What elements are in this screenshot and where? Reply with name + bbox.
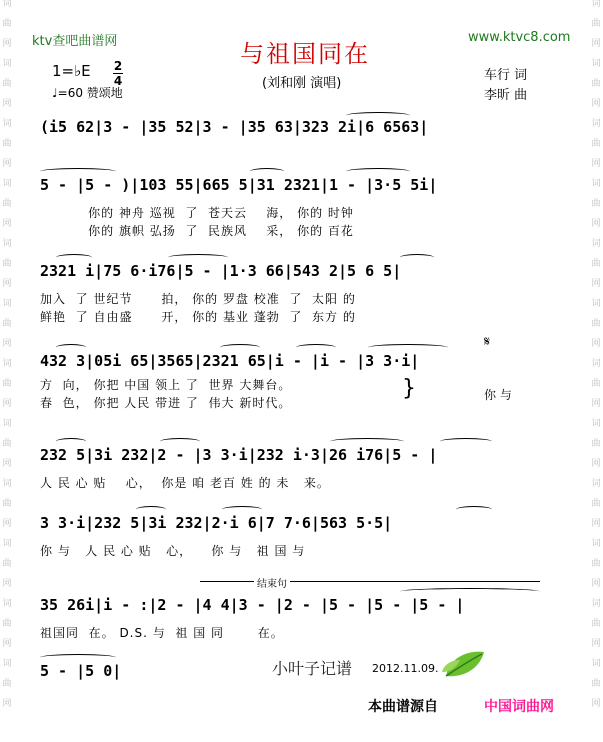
watermark-glyph: 词 <box>2 359 12 369</box>
watermark-glyph: 词 <box>2 479 12 489</box>
watermark-glyph: 网 <box>2 399 12 409</box>
score-line-2: 5 - |5 - )|103 55|665 5|31 2321|1 - |3·5 5i| <box>40 176 438 194</box>
transcriber-signature: 小叶子记谱 <box>272 659 353 678</box>
watermark-glyph: 词 <box>591 479 601 489</box>
score-line-8: 5 - |5 0| <box>40 662 122 680</box>
watermark-glyph: 词 <box>2 59 12 69</box>
time-signature-top: 2 <box>113 59 123 73</box>
lyricist-credit: 车行 词 <box>484 68 528 83</box>
watermark-glyph: 词 <box>591 239 601 249</box>
watermark-glyph: 曲 <box>591 319 601 329</box>
watermark-glyph: 网 <box>591 339 601 349</box>
song-title: 与祖国同在 <box>240 40 370 68</box>
watermark-glyph: 网 <box>2 519 12 529</box>
lyric-line-6: 你 与 人 民 心 贴 心， 你 与 祖 国 与 <box>40 544 306 558</box>
watermark-glyph: 词 <box>591 179 601 189</box>
score-line-5: 232 5|3i 232|2 - |3 3·i|232 i·3|26 i76|5 - | <box>40 446 438 464</box>
watermark-glyph: 网 <box>2 699 12 709</box>
watermark-glyph: 网 <box>2 459 12 469</box>
watermark-glyph: 曲 <box>2 379 12 389</box>
watermark-glyph: 词 <box>591 0 601 9</box>
watermark-glyph: 词 <box>2 599 12 609</box>
watermark-glyph: 曲 <box>591 679 601 689</box>
watermark-glyph: 曲 <box>591 559 601 569</box>
watermark-glyph: 网 <box>591 579 601 589</box>
watermark-glyph: 曲 <box>591 139 601 149</box>
composer-credit: 李昕 曲 <box>484 88 528 103</box>
watermark-glyph: 网 <box>2 159 12 169</box>
watermark-glyph: 曲 <box>2 259 12 269</box>
leaf-icon <box>440 646 488 682</box>
watermark-glyph: 曲 <box>591 19 601 29</box>
watermark-glyph: 词 <box>2 299 12 309</box>
watermark-glyph: 网 <box>2 339 12 349</box>
watermark-glyph: 词 <box>591 419 601 429</box>
coda-bracket-line-right <box>300 581 540 582</box>
watermark-glyph: 曲 <box>591 79 601 89</box>
watermark-glyph: 曲 <box>2 319 12 329</box>
tempo-marking: ♩=60 赞颂地 <box>52 86 123 100</box>
watermark-glyph: 词 <box>591 359 601 369</box>
watermark-glyph: 曲 <box>591 619 601 629</box>
side-lyric: 你 与 <box>484 388 512 402</box>
watermark-glyph: 网 <box>591 699 601 709</box>
watermark-glyph: 曲 <box>591 379 601 389</box>
watermark-glyph: 网 <box>591 639 601 649</box>
watermark-glyph: 网 <box>2 99 12 109</box>
watermark-glyph: 网 <box>2 639 12 649</box>
watermark-glyph: 网 <box>591 39 601 49</box>
watermark-glyph: 词 <box>591 119 601 129</box>
source-label: 本曲谱源自 <box>368 699 438 715</box>
watermark-glyph: 网 <box>591 399 601 409</box>
left-watermark-column <box>0 0 14 742</box>
time-signature <box>113 60 123 87</box>
watermark-glyph: 词 <box>591 59 601 69</box>
watermark-glyph: 词 <box>2 539 12 549</box>
watermark-glyph: 词 <box>2 179 12 189</box>
watermark-glyph: 词 <box>591 599 601 609</box>
watermark-glyph: 曲 <box>2 499 12 509</box>
time-signature-bottom: 4 <box>113 74 123 88</box>
watermark-glyph: 网 <box>591 159 601 169</box>
lyric-line-2-verse-2: 你的 旗帜 弘扬 了 民族风 采， 你的 百花 <box>40 224 354 238</box>
watermark-glyph: 网 <box>591 459 601 469</box>
performer-credit: (刘和刚 演唱) <box>262 76 342 91</box>
watermark-glyph: 网 <box>591 279 601 289</box>
watermark-glyph: 词 <box>591 659 601 669</box>
watermark-glyph: 曲 <box>2 619 12 629</box>
watermark-glyph: 曲 <box>2 79 12 89</box>
watermark-glyph: 曲 <box>2 679 12 689</box>
watermark-glyph: 词 <box>2 0 12 9</box>
watermark-glyph: 曲 <box>591 259 601 269</box>
watermark-glyph: 曲 <box>591 499 601 509</box>
watermark-glyph: 曲 <box>2 139 12 149</box>
watermark-glyph: 网 <box>2 39 12 49</box>
score-line-1: (i5 62|3 - |35 52|3 - |35 63|323 2i|6 6563| <box>40 118 429 136</box>
watermark-glyph: 曲 <box>2 439 12 449</box>
watermark-glyph: 网 <box>2 579 12 589</box>
watermark-glyph: 网 <box>591 519 601 529</box>
watermark-glyph: 曲 <box>2 559 12 569</box>
lyric-line-4-verse-2: 春 色， 你把 人民 带进 了 伟大 新时代。 <box>40 396 292 410</box>
right-watermark-column <box>589 0 603 742</box>
watermark-glyph: 网 <box>591 219 601 229</box>
lyric-line-7: 祖国同 在。 D.S. 与 祖 国 同 在。 <box>40 626 284 640</box>
site-name-left: ktv查吧曲谱网 <box>32 34 118 49</box>
lyric-line-4-verse-1: 方 向， 你把 中国 领上 了 世界 大舞台。 <box>40 378 292 392</box>
watermark-glyph: 词 <box>591 299 601 309</box>
transcription-date: 2012.11.09. <box>372 662 439 675</box>
watermark-glyph: 词 <box>591 539 601 549</box>
watermark-glyph: 曲 <box>591 199 601 209</box>
lyric-line-5: 人 民 心 贴 心， 你是 咱 老百 姓 的 未 来。 <box>40 476 330 490</box>
watermark-glyph: 词 <box>2 119 12 129</box>
lyric-line-2-verse-1: 你的 神舟 巡视 了 苍天云 海， 你的 时钟 <box>40 206 354 220</box>
source-site-link[interactable]: 中国词曲网 <box>484 699 554 715</box>
site-url-right: www.ktvc8.com <box>468 30 571 45</box>
score-line-7: 35 26i|i - :|2 - |4 4|3 - |2 - |5 - |5 - |5 - | <box>40 596 465 614</box>
lyric-line-3-verse-2: 鲜艳 了 自由盛 开， 你的 基业 蓬勃 了 东方 的 <box>40 310 356 324</box>
watermark-glyph: 网 <box>2 219 12 229</box>
watermark-glyph: 词 <box>2 239 12 249</box>
segno-sign: 𝄋 <box>484 334 491 350</box>
watermark-glyph: 曲 <box>2 199 12 209</box>
score-line-6: 3 3·i|232 5|3i 232|2·i 6|7 7·6|563 5·5| <box>40 514 393 532</box>
watermark-glyph: 词 <box>2 419 12 429</box>
watermark-glyph: 网 <box>2 279 12 289</box>
lyric-line-3-verse-1: 加入 了 世纪节 拍， 你的 罗盘 校准 了 太阳 的 <box>40 292 356 306</box>
verse-bracket: } <box>402 376 416 401</box>
key-signature: 1=♭E <box>52 62 91 80</box>
score-line-4: 432 3|05i 65|3565|2321 65|i - |i - |3 3·i| <box>40 352 420 370</box>
coda-label: 结束句 <box>254 575 290 590</box>
watermark-glyph: 曲 <box>2 19 12 29</box>
watermark-glyph: 网 <box>591 99 601 109</box>
watermark-glyph: 曲 <box>591 439 601 449</box>
watermark-glyph: 词 <box>2 659 12 669</box>
score-line-3: 2321 i|75 6·i76|5 - |1·3 66|543 2|5 6 5| <box>40 262 402 280</box>
